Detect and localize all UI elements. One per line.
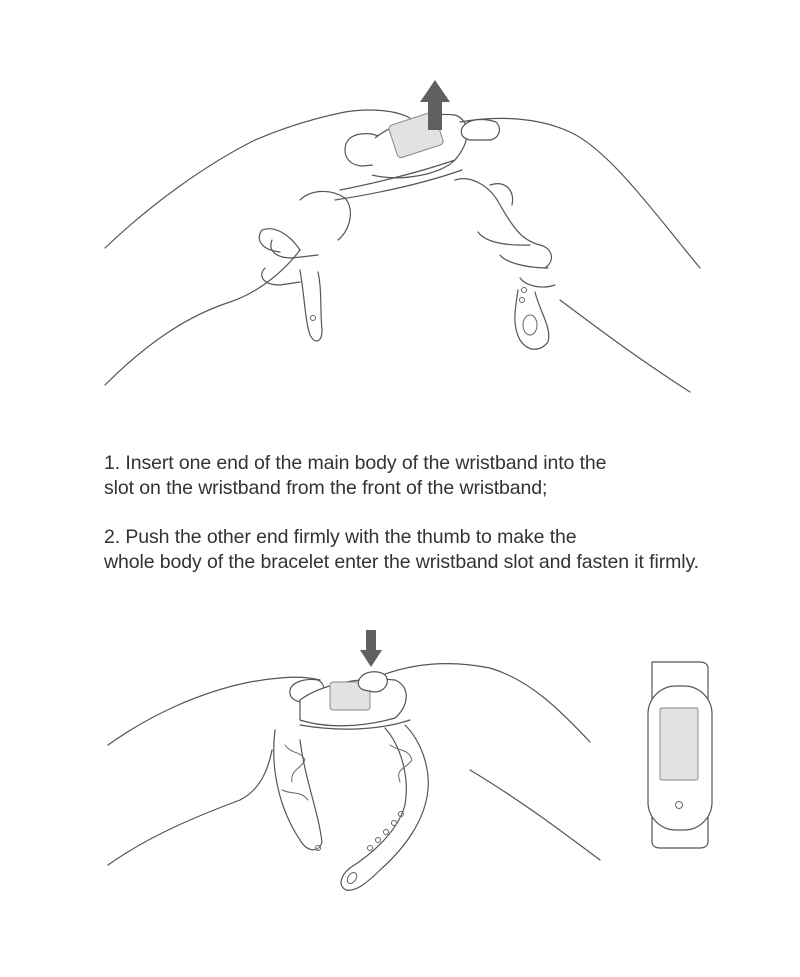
arrow-down-icon — [360, 630, 382, 667]
instructions — [104, 451, 784, 599]
step2-illustration — [0, 615, 800, 965]
remove-capsule-illustration — [0, 60, 800, 400]
step-1-line-1: 1. Insert one end of the main body of the wristband into the — [104, 452, 607, 474]
step-1 — [104, 451, 784, 501]
step-1-line-2: slot on the wristband from the front of the wristband; — [104, 477, 548, 499]
insert-capsule-illustration — [0, 615, 800, 965]
step-2-line-2: whole body of the bracelet enter the wristband slot and fasten it firmly. — [104, 551, 699, 573]
step-2-line-1: 2. Push the other end firmly with the thumb to make the — [104, 526, 577, 548]
finished-band-icon — [648, 662, 712, 848]
step-2 — [104, 525, 784, 575]
step1-illustration — [0, 60, 800, 400]
